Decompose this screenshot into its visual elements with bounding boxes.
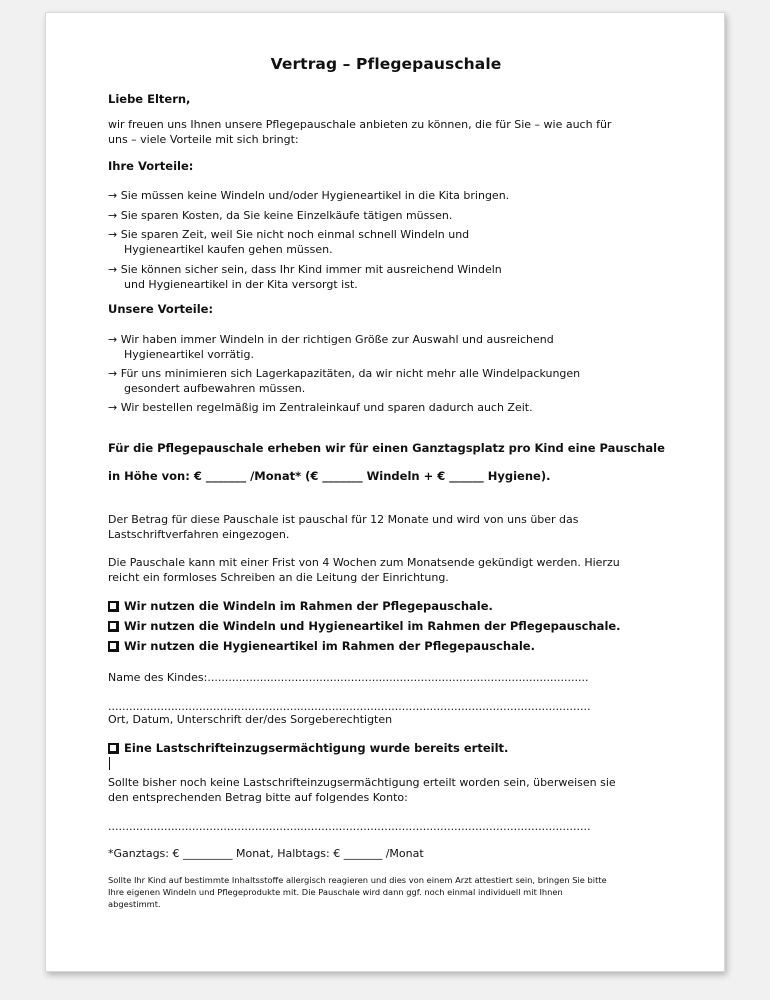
ihre-vorteil-1: → Sie müssen keine Windeln und/oder Hygieneartikel in die Kita bringen. <box>108 189 510 202</box>
footnote-line-3: abgestimmt. <box>108 899 161 909</box>
ihre-vorteil-2: → Sie sparen Kosten, da Sie keine Einzelkäufe tätigen müssen. <box>108 209 453 222</box>
checkbox-icon[interactable] <box>108 743 119 754</box>
intro-line-1: wir freuen uns Ihnen unsere Pflegepauschale anbieten zu können, die für Sie – wie auch für <box>108 118 612 131</box>
option-lastschrift-label: Eine Lastschrifteinzugsermächtigung wurde bereits erteilt. <box>124 741 509 755</box>
unsere-vorteil-1-cont: Hygieneartikel vorrätig. <box>124 348 254 361</box>
option-windeln-hygiene[interactable] <box>108 619 621 634</box>
option-lastschrift[interactable] <box>108 741 508 756</box>
footnote-line-1: Sollte Ihr Kind auf bestimmte Inhaltsstoffe allergisch reagieren und dies von einem Arzt attestiert sein, bringen Sie bitte <box>108 875 607 885</box>
option-windeln[interactable] <box>108 599 493 614</box>
unsere-vorteile-heading: Unsere Vorteile: <box>108 302 214 316</box>
text-cursor <box>109 757 110 770</box>
checkbox-icon[interactable] <box>108 641 119 652</box>
greeting: Liebe Eltern, <box>108 92 191 106</box>
betrag-line-2: Lastschriftverfahren eingezogen. <box>108 528 290 541</box>
ihre-vorteil-4-cont: und Hygieneartikel in der Kita versorgt ist. <box>124 278 358 291</box>
signature-field[interactable]: .......................................................................................................................................... <box>108 700 591 713</box>
unsere-vorteil-1: → Wir haben immer Windeln in der richtigen Größe zur Auswahl und ausreichend <box>108 333 554 346</box>
unsere-vorteil-3: → Wir bestellen regelmäßig im Zentraleinkauf und sparen dadurch auch Zeit. <box>108 401 533 414</box>
konto-line-1: Sollte bisher noch keine Lastschrifteinzugsermächtigung erteilt worden sein, überweisen sie <box>108 776 616 789</box>
account-field[interactable]: .......................................................................................................................................... <box>108 820 591 833</box>
fee-line-2: in Höhe von: € _______ /Monat* (€ _______ Windeln + € ______ Hygiene). <box>108 469 551 483</box>
child-name-field[interactable]: Name des Kindes:............................................................................................................. <box>108 671 589 684</box>
ihre-vorteil-4: → Sie können sicher sein, dass Ihr Kind immer mit ausreichend Windeln <box>108 263 502 276</box>
kuendigung-line-1: Die Pauschale kann mit einer Frist von 4 Wochen zum Monatsende gekündigt werden. Hierzu <box>108 556 620 569</box>
checkbox-icon[interactable] <box>108 621 119 632</box>
fee-line-1: Für die Pflegepauschale erheben wir für einen Ganztagsplatz pro Kind eine Pauschale <box>108 441 665 455</box>
ihre-vorteil-3-cont: Hygieneartikel kaufen gehen müssen. <box>124 243 333 256</box>
intro-line-2: uns – viele Vorteile mit sich bringt: <box>108 133 299 146</box>
ihre-vorteile-heading: Ihre Vorteile: <box>108 159 194 173</box>
option-windeln-hygiene-label: Wir nutzen die Windeln und Hygieneartikel im Rahmen der Pflegepauschale. <box>124 619 621 633</box>
option-hygiene[interactable] <box>108 639 535 654</box>
document-page <box>45 12 725 972</box>
unsere-vorteil-2: → Für uns minimieren sich Lagerkapazitäten, da wir nicht mehr alle Windelpackungen <box>108 367 581 380</box>
option-hygiene-label: Wir nutzen die Hygieneartikel im Rahmen der Pflegepauschale. <box>124 639 535 653</box>
unsere-vorteil-2-cont: gesondert aufbewahren müssen. <box>124 382 306 395</box>
footnote-line-2: Ihre eigenen Windeln und Pflegeprodukte mit. Die Pauschale wird dann ggf. noch einmal individuell mit Ihnen <box>108 887 563 897</box>
betrag-line-1: Der Betrag für diese Pauschale ist pauschal für 12 Monate und wird von uns über das <box>108 513 579 526</box>
document-title: Vertrag – Pflegepauschale <box>270 55 502 73</box>
konto-line-2: den entsprechenden Betrag bitte auf folgendes Konto: <box>108 791 408 804</box>
ganztags-line: *Ganztags: € _________ Monat, Halbtags: € _______ /Monat <box>108 847 424 860</box>
checkbox-icon[interactable] <box>108 601 119 612</box>
ihre-vorteil-3: → Sie sparen Zeit, weil Sie nicht noch einmal schnell Windeln und <box>108 228 470 241</box>
kuendigung-line-2: reicht ein formloses Schreiben an die Leitung der Einrichtung. <box>108 571 449 584</box>
signature-label: Ort, Datum, Unterschrift der/des Sorgeberechtigten <box>108 713 393 726</box>
option-windeln-label: Wir nutzen die Windeln im Rahmen der Pflegepauschale. <box>124 599 493 613</box>
